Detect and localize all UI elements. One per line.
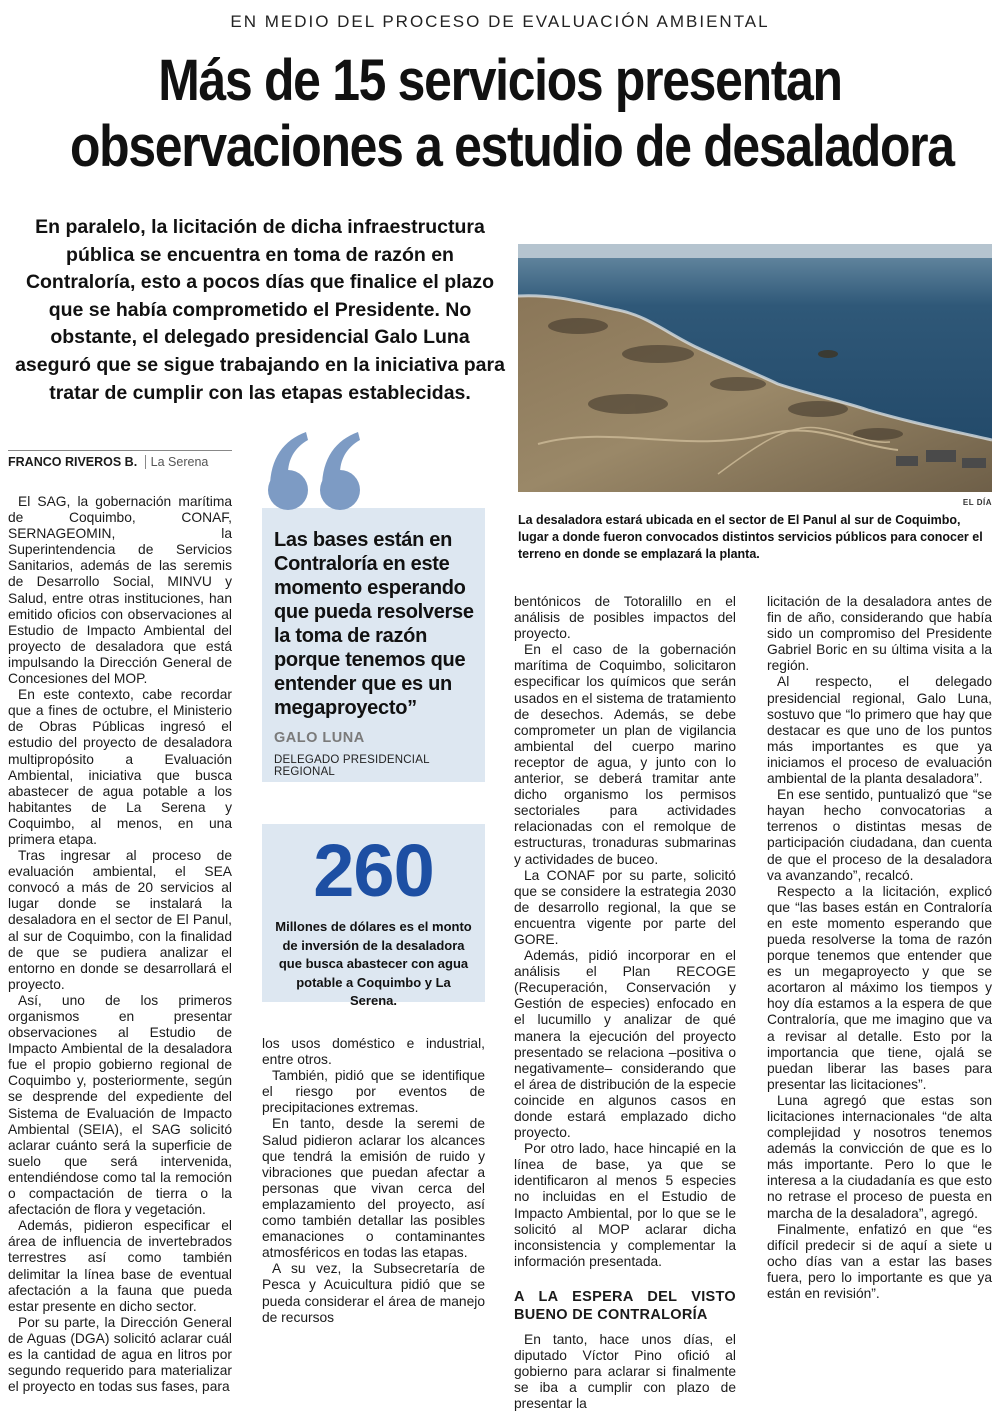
paragraph: Luna agregó que estas son licitaciones internacionales “de alta complejidad y nosotros tenemos además la convicción de que es lo más importante. Pero lo que le interesa a la ciudadanía es que esto no retrase el proceso de puesta en marcha de la desaladora”, agregó. <box>767 1092 992 1221</box>
article-column-4 <box>767 594 992 1302</box>
paragraph: Además, pidieron especificar el área de influencia de invertebrados terrestres así como también delimitar la línea base de eventual afectación a la fauna que pueda estar presente en dicho sector. <box>8 1218 232 1314</box>
stat-description: Millones de dólares es el monto de inversión de la desaladora que busca abastecer con agua potable a Coquimbo y La Serena. <box>275 919 472 1008</box>
pull-quote-name: GALO LUNA <box>274 730 365 746</box>
paragraph: los usos doméstico e industrial, entre otros. <box>262 1036 485 1068</box>
photo-credit: EL DÍA <box>962 498 992 507</box>
photo-caption: La desaladora estará ubicada en el sector de El Panul al sur de Coquimbo, lugar a donde fueron convocados distintos servicios públicos para conocer el terreno en donde se emplazará la planta. <box>518 513 983 561</box>
lead-paragraph: En paralelo, la licitación de dicha infraestructura pública se encuentra en toma de razón en Contraloría, esto a pocos días que finalice el plazo que se había comprometido el Presidente. No obstante, el delegado presidencial Galo Luna aseguró que se sigue trabajando en la iniciativa para tratar de cumplir con las etapas establecidas. <box>15 216 505 404</box>
headline-line-1: Más de 15 servicios presentan <box>158 48 842 113</box>
paragraph: En el caso de la gobernación marítima de Coquimbo, solicitaron especificar los químicos que serán usados en el sistema de tratamiento de desechos. Además, se debe comprometer un plan de vigilancia ambiental del cuerpo marino receptor de agua, y junto con lo anterior, se deberá tramitar ante dicho organismo los permisos sectoriales para actividades relacionadas con el remolque de estructuras, tronaduras submarinas y actividades de buceo. <box>514 642 736 867</box>
subheading: A LA ESPERA DEL VISTO BUENO DE CONTRALORÍA <box>514 1288 736 1323</box>
paragraph: Así, uno de los primeros organismos en presentar observaciones al Estudio de Impacto Ambiental de la desaladora fue el propio gobierno regional de Coquimbo y, posteriormente, según se desprende del expediente del Sistema de Evaluación de Impacto Ambiental (SEIA), el SAG solicitó aclarar cuánto será la superficie de suelo que será intervenida, entendiéndose como tal la remoción o compactación de tierra o la afectación de flora y vegetación. <box>8 992 232 1218</box>
paragraph: En tanto, desde la seremi de Salud pidieron aclarar los alcances que tendrá la emisión de ruido y vibraciones que puedan afectar a personas que vivan cerca del emplazamiento del proyecto, así como también detallar las posibles emanaciones o contaminantes atmosféricos en todas las etapas. <box>262 1116 485 1261</box>
paragraph: A su vez, la Subsecretaría de Pesca y Acuicultura pidió que se pueda considerar el área de manejo de recursos <box>262 1261 485 1325</box>
stat-number: 260 <box>313 829 434 912</box>
paragraph: Al respecto, el delegado presidencial regional, Galo Luna, sostuvo que “lo primero que hay que destacar es que uno de los puntos más importantes es que ya iniciamos el proceso de evaluación ambiental de la planta desaladora”. <box>767 674 992 787</box>
article-column-1 <box>8 494 232 1395</box>
paragraph: La CONAF por su parte, solicitó que se considere la estrategia 2030 de desarrollo regional, la que se encuentra vigente por parte del GORE. <box>514 867 736 947</box>
coastline-photo <box>518 244 992 492</box>
paragraph: Además, pidió incorporar en el análisis el Plan RECOGE (Recuperación, Conservación y Gestión de especies) enfocado en el lucumillo y analizar de qué manera la ejecución del proyecto presentado se relaciona –positiva o negativamente– considerando que el área de distribución de la especie coincide en algunos casos en donde estará emplazado dicho proyecto. <box>514 948 736 1141</box>
paragraph: Respecto a la licitación, explicó que “las bases están en Contraloría en este momento esperando que pueda resolverse la toma de razón porque tenemos que entender que es un megaproyecto y que se acortaron al máximo los tiempos y hoy día estamos a la espera de que Contraloría, que me imagino que va a revisar al detalle. Esto por la importancia que tiene, ojalá se puedan liberar las bases para presentar las licitaciones”. <box>767 883 992 1092</box>
article-column-2 <box>262 1036 485 1326</box>
paragraph: También, pidió que se identifique el riesgo por eventos de precipitaciones extremas. <box>262 1068 485 1116</box>
paragraph: En tanto, hace unos días, el diputado Víctor Pino ofició al gobierno para aclarar si finalmente se iba a cumplir con plazo de presentar la <box>514 1331 736 1412</box>
paragraph: En este contexto, cabe recordar que a fines de octubre, el Ministerio de Obras Públicas ingresó el estudio del proyecto de desaladora multipropósito a Evaluación Ambiental, iniciativa que busca abastecer de agua potable a los habitantes de La Serena y Coquimbo, al menos, en una primera etapa. <box>8 687 232 847</box>
kicker: EN MEDIO DEL PROCESO DE EVALUACIÓN AMBIENTAL <box>230 12 770 31</box>
paragraph: licitación de la desaladora antes de fin de año, considerando que había sido un compromiso del Presidente Gabriel Boric en su última visita a la región. <box>767 594 992 674</box>
headline <box>70 48 954 180</box>
paragraph: Por su parte, la Dirección General de Aguas (DGA) solicitó aclarar cuál es la cantidad de agua en litros por segundo requerido para materializar el proyecto en todas sus fases, para <box>8 1314 232 1395</box>
byline <box>8 450 232 469</box>
paragraph: El SAG, la gobernación marítima de Coquimbo, CONAF, SERNAGEOMIN, la Superintendencia de Servicios Sanitarios, además de las seremis de Desarrollo Social, MINVU y Salud, entre otras instituciones, han emitido oficios con observaciones al Estudio de Impacto Ambiental del proyecto de desaladora que está impulsando la Dirección General de Concesiones del MOP. <box>8 494 232 687</box>
paragraph: bentónicos de Totoralillo en el análisis de posibles impactos del proyecto. <box>514 594 736 642</box>
paragraph: En ese sentido, puntualizó que “se hayan hecho convocatorias a terrenos o distintas mesas de participación ciudadana, dan cuenta de que el proceso de la desaladora va avanzando”, recalcó. <box>767 787 992 883</box>
quote-mark-icon <box>262 418 372 518</box>
headline-line-2: observaciones a estudio de desaladora <box>70 114 954 179</box>
coastline-photo-illustration <box>518 244 992 492</box>
byline-author: FRANCO RIVEROS B. <box>8 455 138 469</box>
paragraph: Finalmente, enfatizó en que “es difícil predecir si de aquí a siete u ocho días van a estar las bases fuera, pero lo importante es que ya están en revisión”. <box>767 1221 992 1302</box>
paragraph: Tras ingresar al proceso de evaluación ambiental, el SEA convocó a más de 20 servicios al lugar donde se instalará la desaladora en el sector de El Panul, al sur de Coquimbo, con la finalidad de que se pudiera analizar el entorno en donde se desarrollará el proyecto. <box>8 848 232 992</box>
pull-quote-text: Las bases están en Contraloría en este momento esperando que pueda resolverse la toma de razón porque tenemos que entender que es un megaproyecto” <box>274 529 474 719</box>
article-column-3 <box>514 594 736 1412</box>
pull-quote-role: DELEGADO PRESIDENCIAL REGIONAL <box>274 754 430 778</box>
paragraph: Por otro lado, hace hincapié en la línea de base, ya que se identificaron al menos 5 especies no incluidas en el Estudio de Impacto Ambiental, por lo que se le solicitó al MOP aclarar dicha inconsistencia y complementar la información presentada. <box>514 1141 736 1269</box>
byline-place: La Serena <box>145 455 209 469</box>
